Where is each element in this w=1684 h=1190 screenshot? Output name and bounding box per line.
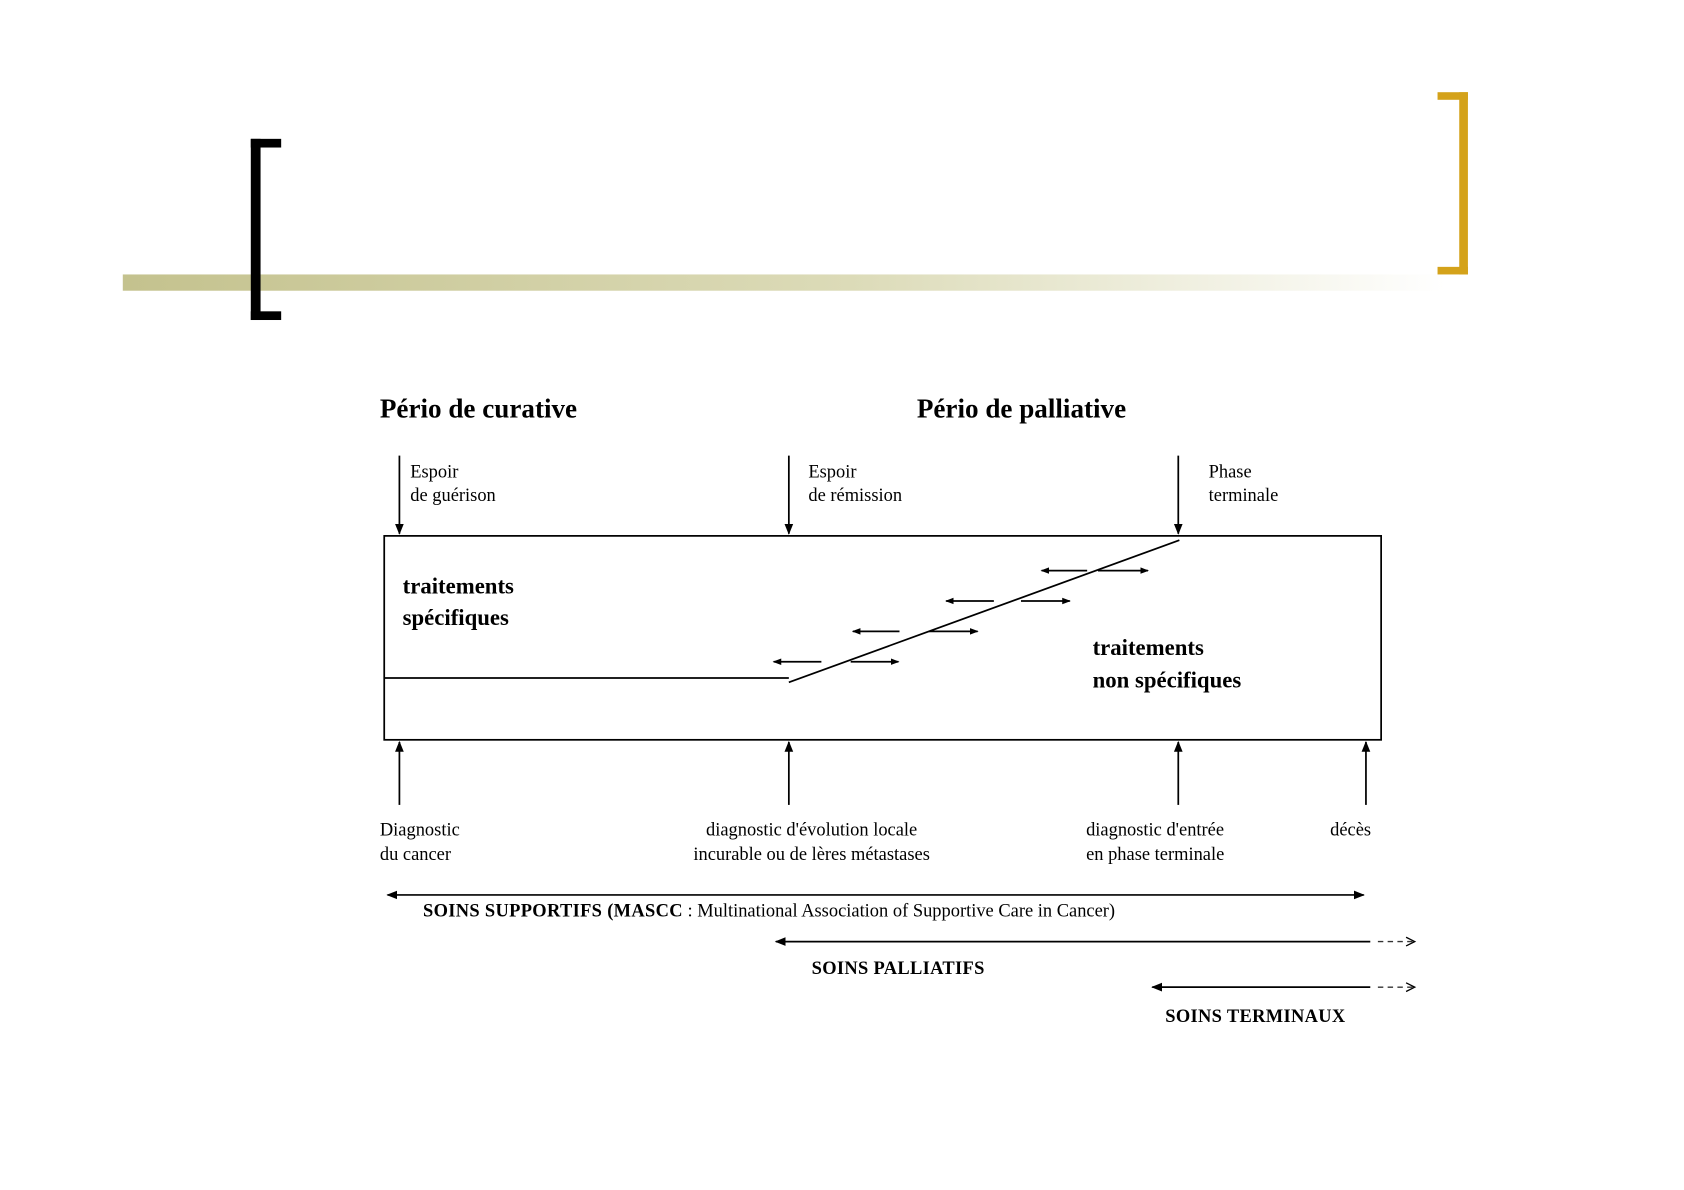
- top-marker-2-line2: de rémission: [808, 485, 903, 506]
- period-palliative-title: Pério de palliative: [916, 393, 1127, 424]
- specific-treatments-line2: spécifiques: [402, 604, 509, 630]
- treatment-box: [384, 536, 1381, 740]
- bottom-marker-4-line1: décès: [1330, 819, 1372, 840]
- non-specific-treatments-line1: traitements: [1092, 635, 1204, 661]
- supportive-care-label: [398, 901, 1130, 922]
- bottom-marker-3-line1: diagnostic d'entrée: [1086, 819, 1225, 840]
- top-marker-3-line1: Phase: [1208, 461, 1252, 482]
- top-marker-1-line2: de guérison: [410, 485, 496, 506]
- bottom-marker-3-line2: en phase terminale: [1086, 844, 1225, 865]
- bottom-marker-2-line2: incurable ou de lères métastases: [693, 844, 930, 865]
- terminal-care-label: SOINS TERMINAUX: [1165, 1005, 1346, 1026]
- top-marker-2-line1: Espoir: [808, 461, 857, 482]
- non-specific-treatments-line2: non spécifiques: [1092, 667, 1242, 693]
- period-curative-title: Pério de curative: [379, 393, 578, 424]
- transition-diagonal: [789, 540, 1180, 682]
- left-bracket: [251, 139, 281, 320]
- supportive-care-detail: : Multinational Association of Supportive Care in Cancer): [682, 900, 1116, 921]
- right-bracket: [1438, 92, 1468, 274]
- title-rule: [123, 274, 1446, 290]
- supportive-care-title: SOINS SUPPORTIFS (MASCC: [423, 900, 683, 921]
- top-marker-3-line2: terminale: [1208, 485, 1279, 506]
- bottom-marker-2-line1: diagnostic d'évolution locale: [706, 819, 918, 840]
- palliative-care-label: SOINS PALLIATIFS: [811, 958, 985, 979]
- specific-treatments-line1: traitements: [402, 573, 514, 599]
- bottom-marker-1-line2: du cancer: [379, 844, 452, 865]
- top-marker-1-line1: Espoir: [410, 461, 459, 482]
- bottom-marker-1-line1: Diagnostic: [379, 819, 460, 840]
